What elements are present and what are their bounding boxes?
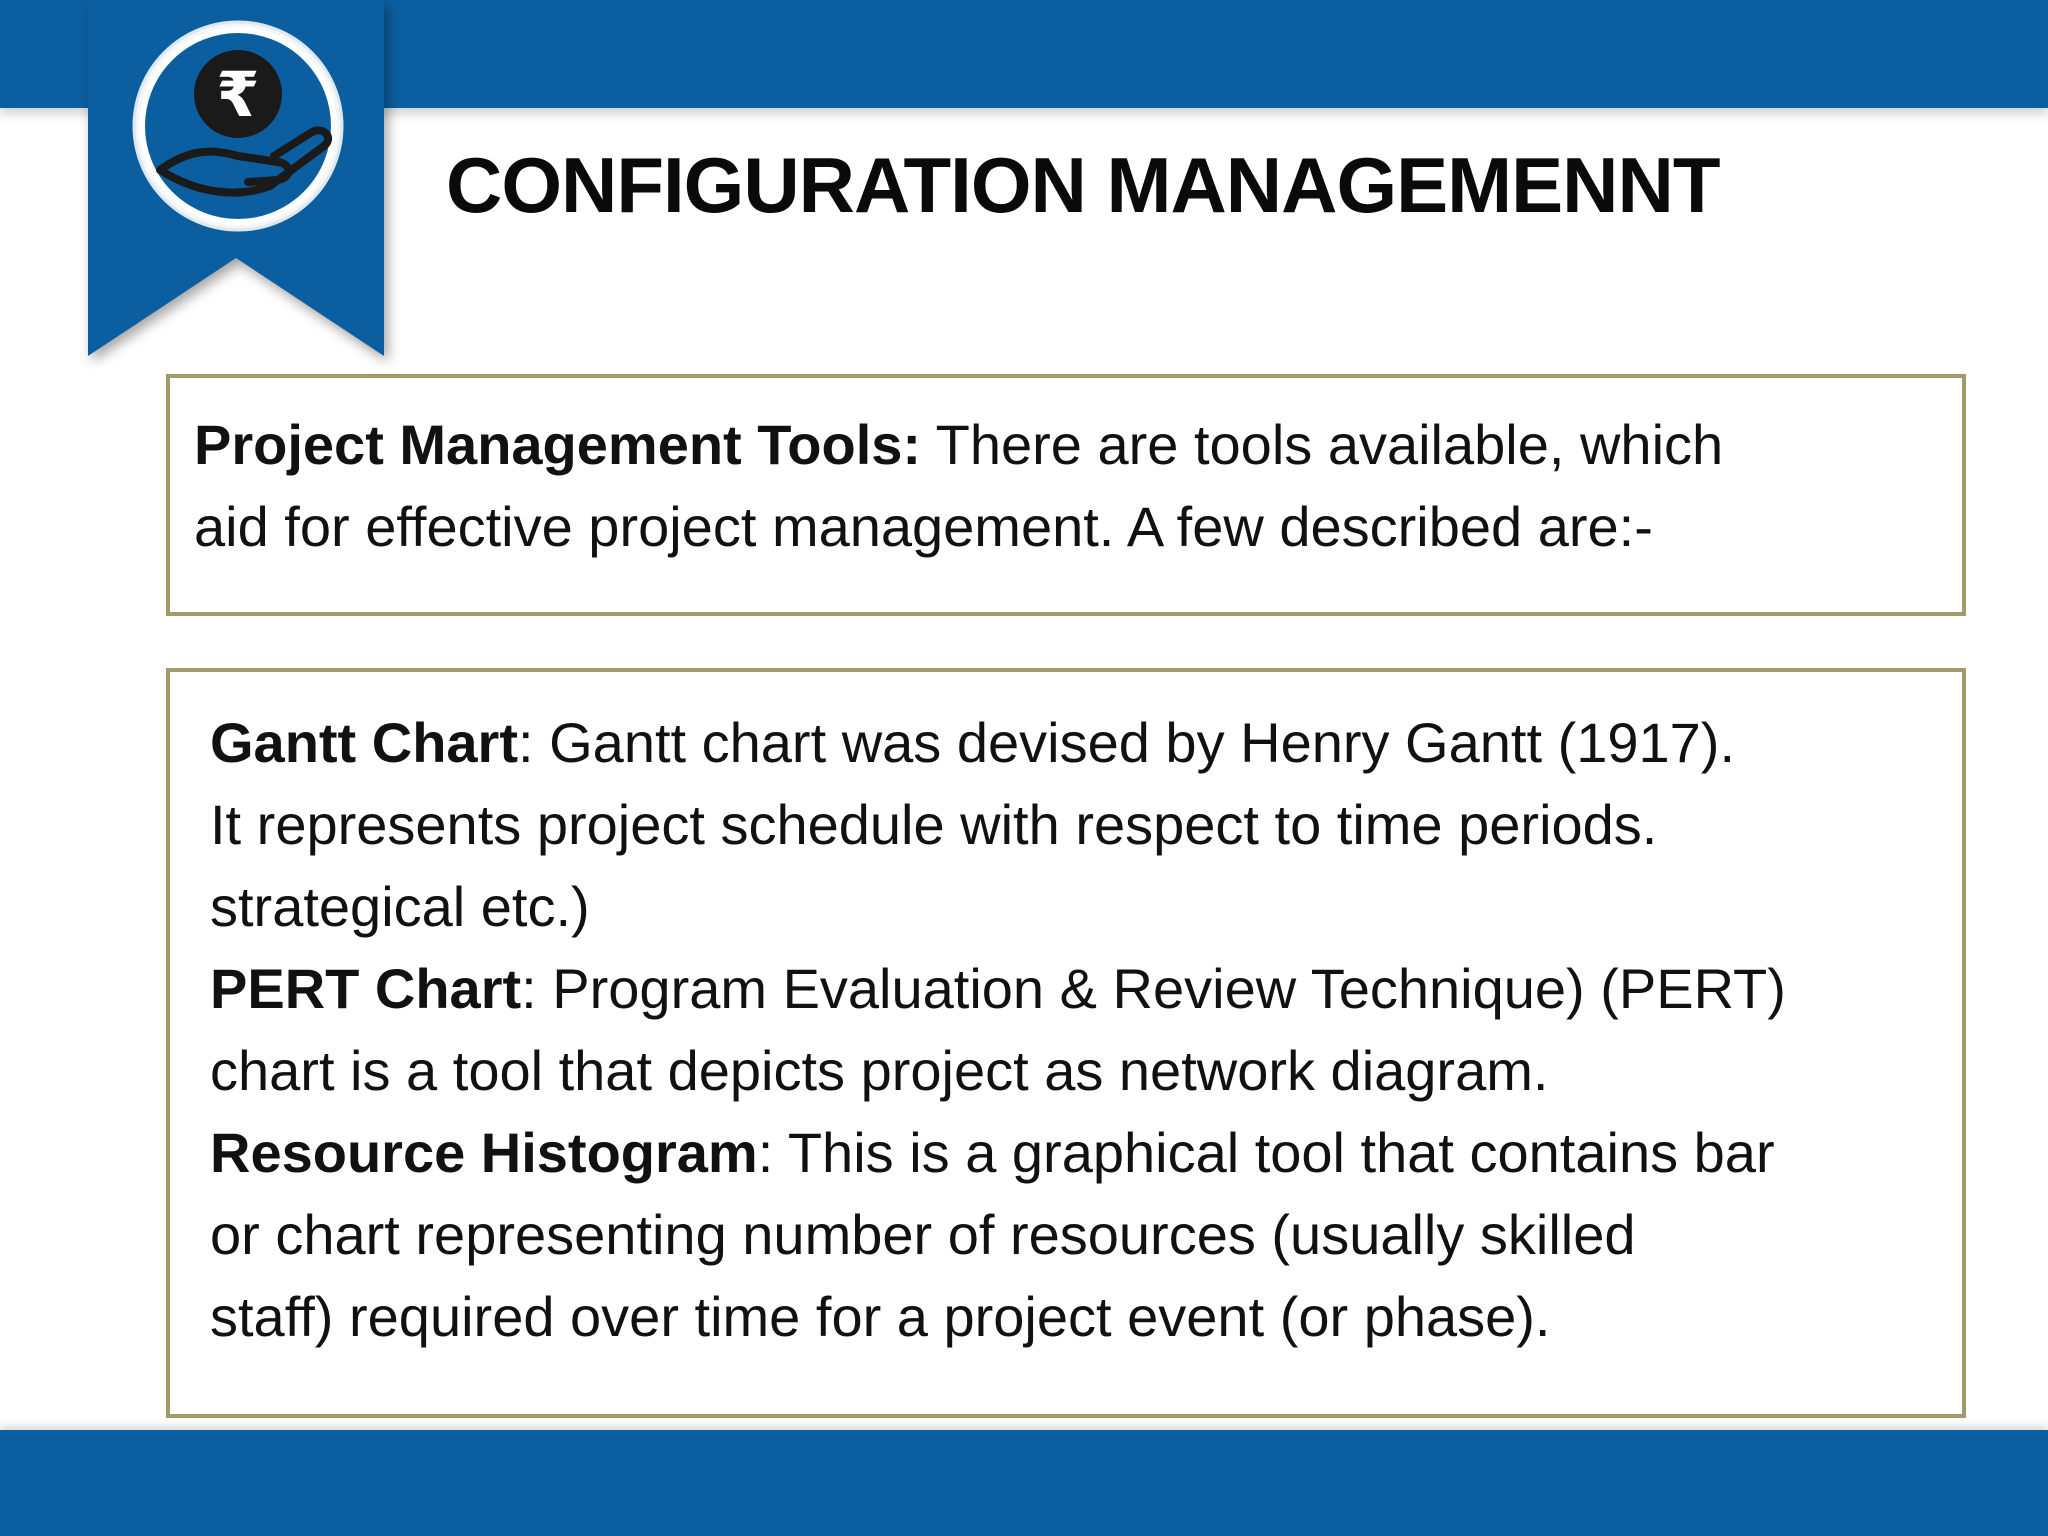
intro-line-1 — [194, 404, 1938, 486]
slide-title: CONFIGURATION MANAGEMENNT — [446, 141, 1720, 229]
histogram-term: Resource Histogram — [210, 1121, 758, 1184]
intro-text-box — [166, 374, 1966, 616]
rupee-glyph: ₹ — [216, 58, 260, 131]
logo-ribbon — [88, 0, 384, 360]
pert-line-1 — [210, 948, 1938, 1030]
histogram-line-3: staff) required over time for a project event (or phase). — [210, 1285, 1551, 1348]
intro-line-2: aid for effective project management. A few described are:- — [194, 495, 1653, 558]
intro-line-1-text: There are tools available, which — [921, 413, 1724, 476]
pert-line-1-text: : Program Evaluation & Review Technique) (PERT) — [521, 957, 1786, 1020]
gantt-line-2: It represents project schedule with respect to time periods. — [210, 793, 1658, 856]
pert-term: PERT Chart — [210, 957, 522, 1020]
ribbon-graphic — [88, 0, 384, 360]
histogram-line-1-text: : This is a graphical tool that contains bar — [757, 1121, 1775, 1184]
intro-term: Project Management Tools: — [194, 413, 922, 476]
bottom-footer-band — [0, 1430, 2048, 1536]
gantt-line-3: strategical etc.) — [210, 875, 590, 938]
pert-line-2: chart is a tool that depicts project as network diagram. — [210, 1039, 1549, 1102]
histogram-line-2: or chart representing number of resources (usually skilled — [210, 1203, 1636, 1266]
histogram-line-1 — [210, 1112, 1938, 1194]
gantt-line-1-text: : Gantt chart was devised by Henry Gantt (1917). — [518, 711, 1736, 774]
gantt-term: Gantt Chart — [210, 711, 518, 774]
tools-text-box — [166, 668, 1966, 1418]
gantt-line-1 — [210, 702, 1938, 784]
